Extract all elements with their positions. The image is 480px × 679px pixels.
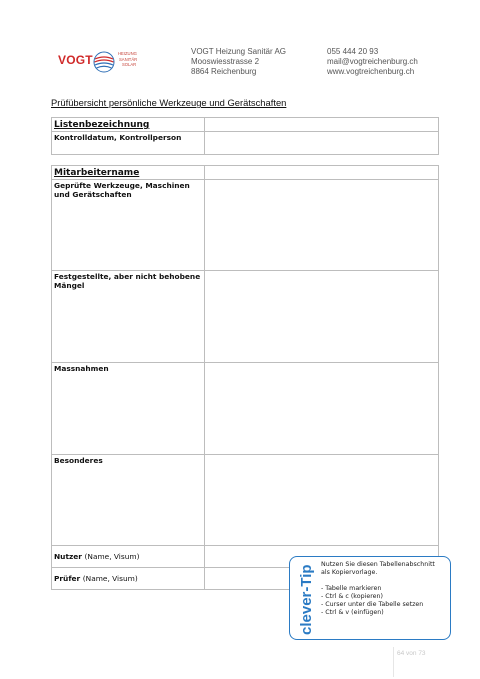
company-name: VOGT Heizung Sanitär AG bbox=[191, 47, 287, 56]
tip-line bbox=[321, 577, 435, 585]
measures-field[interactable] bbox=[205, 363, 439, 455]
company-city: 8864 Reichenburg bbox=[191, 67, 257, 76]
user-signature-label: Nutzer (Name, Visum) bbox=[52, 546, 205, 568]
employee-name-field[interactable] bbox=[205, 166, 439, 180]
list-info-table bbox=[51, 117, 439, 155]
list-name-heading: Listenbezeichnung bbox=[52, 118, 205, 132]
measures-label: Massnahmen bbox=[52, 363, 205, 455]
tip-line: - Tabelle markieren bbox=[321, 585, 382, 592]
tip-line: als Kopiervorlage. bbox=[321, 569, 378, 576]
list-name-field[interactable] bbox=[205, 118, 439, 132]
contact-website: www.vogtreichenburg.ch bbox=[327, 67, 415, 76]
checked-tools-field[interactable] bbox=[205, 180, 439, 271]
footer-divider bbox=[393, 647, 394, 677]
clever-tip-text bbox=[321, 561, 435, 617]
tip-line: - Curser unter die Tabelle setzen bbox=[321, 601, 424, 608]
company-address bbox=[191, 47, 286, 77]
special-notes-field[interactable] bbox=[205, 455, 439, 546]
logo-wordmark: VOGT bbox=[58, 53, 93, 67]
contact-email: mail@vogtreichenburg.ch bbox=[327, 57, 418, 66]
clever-tip-brand-text: clever-Tip bbox=[298, 564, 315, 635]
checked-tools-label: Geprüfte Werkzeuge, Maschinen und Gerätschaften bbox=[52, 180, 205, 271]
contact-phone: 055 444 20 93 bbox=[327, 47, 379, 56]
logo-tagline: HEIZUNG SANITÄR SOLAR bbox=[118, 51, 138, 67]
control-date-field[interactable] bbox=[205, 132, 439, 155]
open-defects-label: Festgestellte, aber nicht behobene Mängel bbox=[52, 271, 205, 363]
open-defects-field[interactable] bbox=[205, 271, 439, 363]
clever-tip-brand bbox=[293, 559, 317, 637]
employee-check-table bbox=[51, 165, 439, 590]
employee-name-heading: Mitarbeitername bbox=[52, 166, 205, 180]
control-date-label: Kontrolldatum, Kontrollperson bbox=[52, 132, 205, 155]
company-contact bbox=[327, 47, 418, 77]
inspector-signature-label: Prüfer (Name, Visum) bbox=[52, 568, 205, 590]
tip-line: - Ctrl & v (einfügen) bbox=[321, 609, 384, 616]
company-logo bbox=[58, 50, 144, 74]
tip-line: - Ctrl & c (kopieren) bbox=[321, 593, 383, 600]
company-street: Mooswiesstrasse 2 bbox=[191, 57, 260, 66]
page-title: Prüfübersicht persönliche Werkzeuge und Gerätschaften bbox=[51, 97, 287, 108]
page-number: 64 von 73 bbox=[397, 650, 426, 657]
globe-logo-icon bbox=[93, 51, 115, 73]
tip-line: Nutzen Sie diesen Tabellenabschnitt bbox=[321, 561, 435, 568]
special-notes-label: Besonderes bbox=[52, 455, 205, 546]
clever-tip-box bbox=[289, 556, 451, 640]
